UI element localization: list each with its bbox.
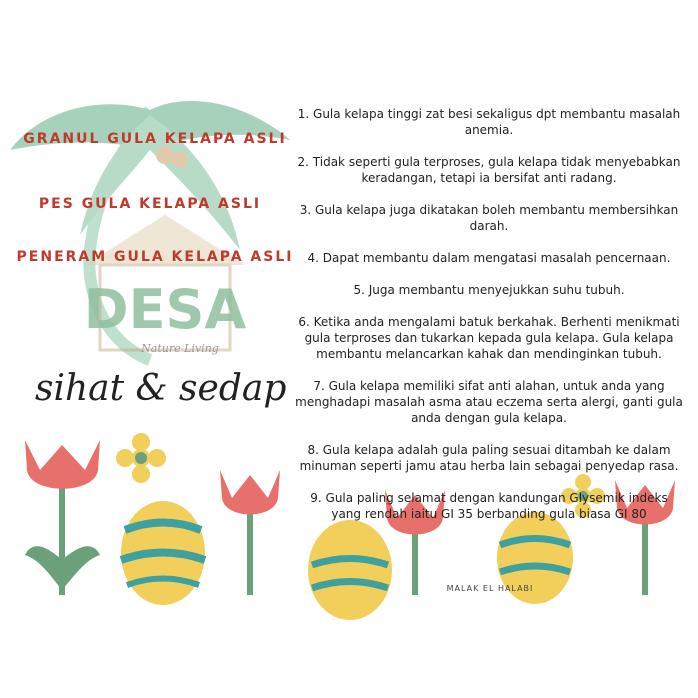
slogan: sihat & sedap [35, 368, 287, 409]
tulip-icon [25, 440, 100, 595]
list-item: 6. Ketika anda mengalami batuk berkahak. Berhenti menikmati gula terproses dan tukarkan kepada gula kelapa. Gula kelapa membantu melancarkan kahak dan mendinginkan tubuh. [298, 315, 680, 361]
list-item: 4. Dapat membantu dalam mengatasi masalah pencernaan. [307, 251, 671, 265]
tulip-icon [220, 470, 280, 595]
author-credit: MALAK EL HALABI [446, 584, 534, 593]
list-item: 9. Gula paling selamat dengan kandungan Glysemik indeks yang rendah iaitu GI 35 berbanding gula biasa GI 80 [310, 491, 668, 521]
benefits-list [295, 106, 683, 538]
product-title-granul: GRANUL GULA KELAPA ASLI [23, 131, 287, 147]
list-item: 1. Gula kelapa tinggi zat besi sekaligus dpt membantu masalah anemia. [297, 107, 681, 137]
list-item: 8. Gula kelapa adalah gula paling sesuai ditambah ke dalam minuman seperti jamu atau herba lain sebagai penyedap rasa. [299, 443, 679, 473]
flower-icon [116, 433, 166, 483]
easter-egg-icon [121, 501, 205, 605]
logo-brand-text: DESA [83, 278, 247, 341]
product-title-pes: PES GULA KELAPA ASLI [38, 196, 262, 212]
list-item: 3. Gula kelapa juga dikatakan boleh membantu membersihkan darah. [299, 203, 679, 233]
logo-tagline-text: Nature Living [141, 342, 219, 355]
list-item: 2. Tidak seperti gula terproses, gula kelapa tidak menyebabkan keradangan, tetapi ia bersifat anti radang. [297, 155, 681, 185]
list-item: 5. Juga membantu menyejukkan suhu tubuh. [353, 283, 625, 297]
list-item: 7. Gula kelapa memiliki sifat anti alahan, untuk anda yang menghadapi masalah asma atau eczema serta alergi, ganti gula anda dengan gula kelapa. [295, 379, 683, 425]
product-title-peneram: PENERAM GULA KELAPA ASLI [16, 249, 294, 265]
